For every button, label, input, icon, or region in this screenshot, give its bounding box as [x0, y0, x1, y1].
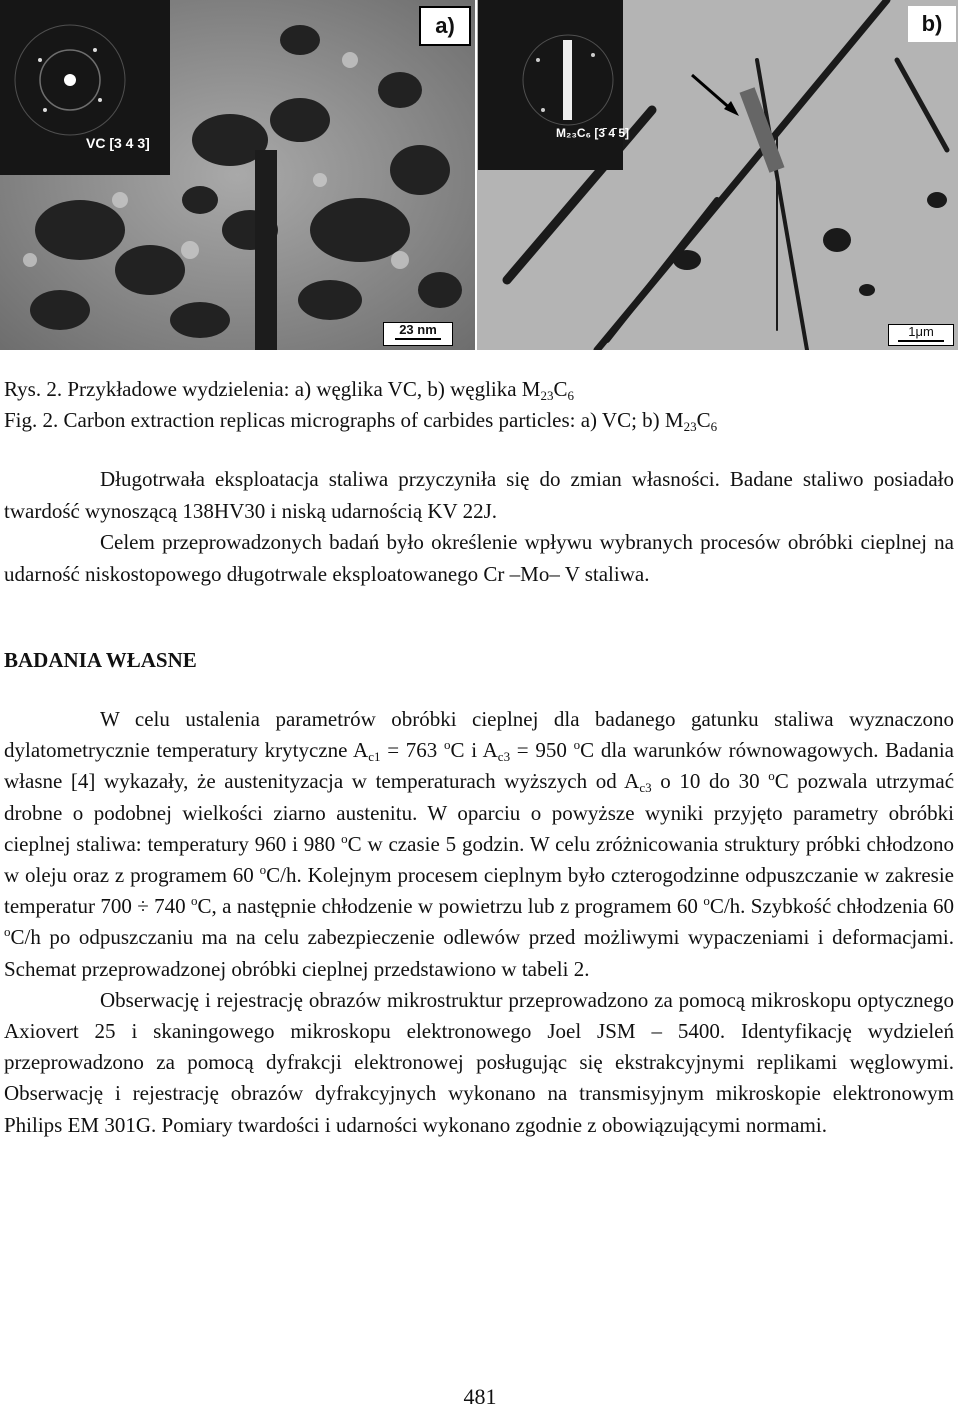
diffraction-inset-a: [0, 0, 170, 175]
panel-tag-b: b): [908, 6, 956, 42]
body-section: [4, 704, 954, 1141]
intro-paragraph-2: Celem przeprowadzonych badań było określenie wpływu wybranych procesów obróbki cieplnej na udarność niskostopowego długotrwale eksploatowanego Cr –Mo– V staliwa.: [4, 530, 954, 586]
micrograph-a: [0, 0, 475, 350]
inset-label-b: M₂₃C₆ [3̄ 4̄ 5]: [556, 126, 630, 140]
diffraction-inset-b: [478, 0, 630, 170]
intro-paragraphs: [4, 464, 954, 590]
scale-bar-label-a: 23 nm: [399, 322, 437, 337]
scale-bar-label-b: 1μm: [908, 324, 934, 339]
caption-en: Fig. 2. Carbon extraction replicas micrographs of carbides particles: a) VC; b) $M_{23}C_6$: [4, 408, 718, 434]
caption-pl: Rys. 2. Przykładowe wydzielenia: a) węglika VC, b) węglika $M_{23}C_6$: [4, 377, 574, 403]
body-paragraph-1: W celu ustalenia parametrów obróbki cieplnej dla badanego gatunku staliwa wyznaczono dylatometrycznie temperatury krytyczne $A_{c1} = 763$ $^o$C i $A_{c3} = 950$ $^o$C dla warunków równowagowych. Badania własne [4] wykazały, że austenityzacja w temperaturach wyższych od $A_{c3}$ o 10 do 30 $^o$C pozwala utrzymać drobne o podobnej wielkości ziarno austenitu. W oparciu o powyższe wyniki przyjęto parametry obróbki cieplnej staliwa: temperatury 960 i 980 $^o$C w czasie 5 godzin. W celu zróżnicowania struktury próbki chłodzono w oleju oraz z programem 60 $^o$C/h. Kolejnym procesem cieplnym było czterogodzinne odpuszczanie w zakresie temperatur 700 ÷ 740 $^o$C, a następnie chłodzenie w powietrzu lub z programem 60 $^o$C/h. Szybkość chłodzenia 60 $^o$C/h po odpuszczaniu ma na celu zabezpieczenie odlewów przed możliwymi wypaczeniami i deformacjami. Schemat przeprowadzonej obróbki cieplnej przedstawiono w tabeli 2.: [4, 707, 955, 981]
scale-bar-a: [383, 322, 453, 346]
inset-label-a: VC [3 4 3]: [86, 135, 150, 151]
section-heading: BADANIA WŁASNE: [4, 648, 197, 672]
panel-tag-a: a): [419, 6, 471, 46]
body-paragraph-2: Obserwację i rejestrację obrazów mikrostruktur przeprowadzono za pomocą mikroskopu optycznego Axiovert 25 i skaningowego mikroskopu elektronowego Joel JSM – 5400. Identyfikację wydzieleń przeprowadzono za pomocą dyfrakcji elektronowej posługując się ekstrakcyjnymi replikami węglowymi. Obserwację i rejestrację obrazów dyfrakcyjnych wykonano na transmisyjnym mikroskopie elektronowym Philips EM 301G. Pomiary twardości i udarności wykonano zgodnie z obowiązującymi normami.: [4, 987, 954, 1137]
micrograph-b: [477, 0, 958, 350]
page-number: 481: [463, 1384, 497, 1409]
intro-paragraph-1: Długotrwała eksploatacja staliwa przyczyniła się do zmian własności. Badane staliwo posiadało twardość wynoszącą 138HV30 i niską udarnością KV 22J.: [4, 467, 954, 523]
scale-bar-b: [888, 324, 954, 346]
